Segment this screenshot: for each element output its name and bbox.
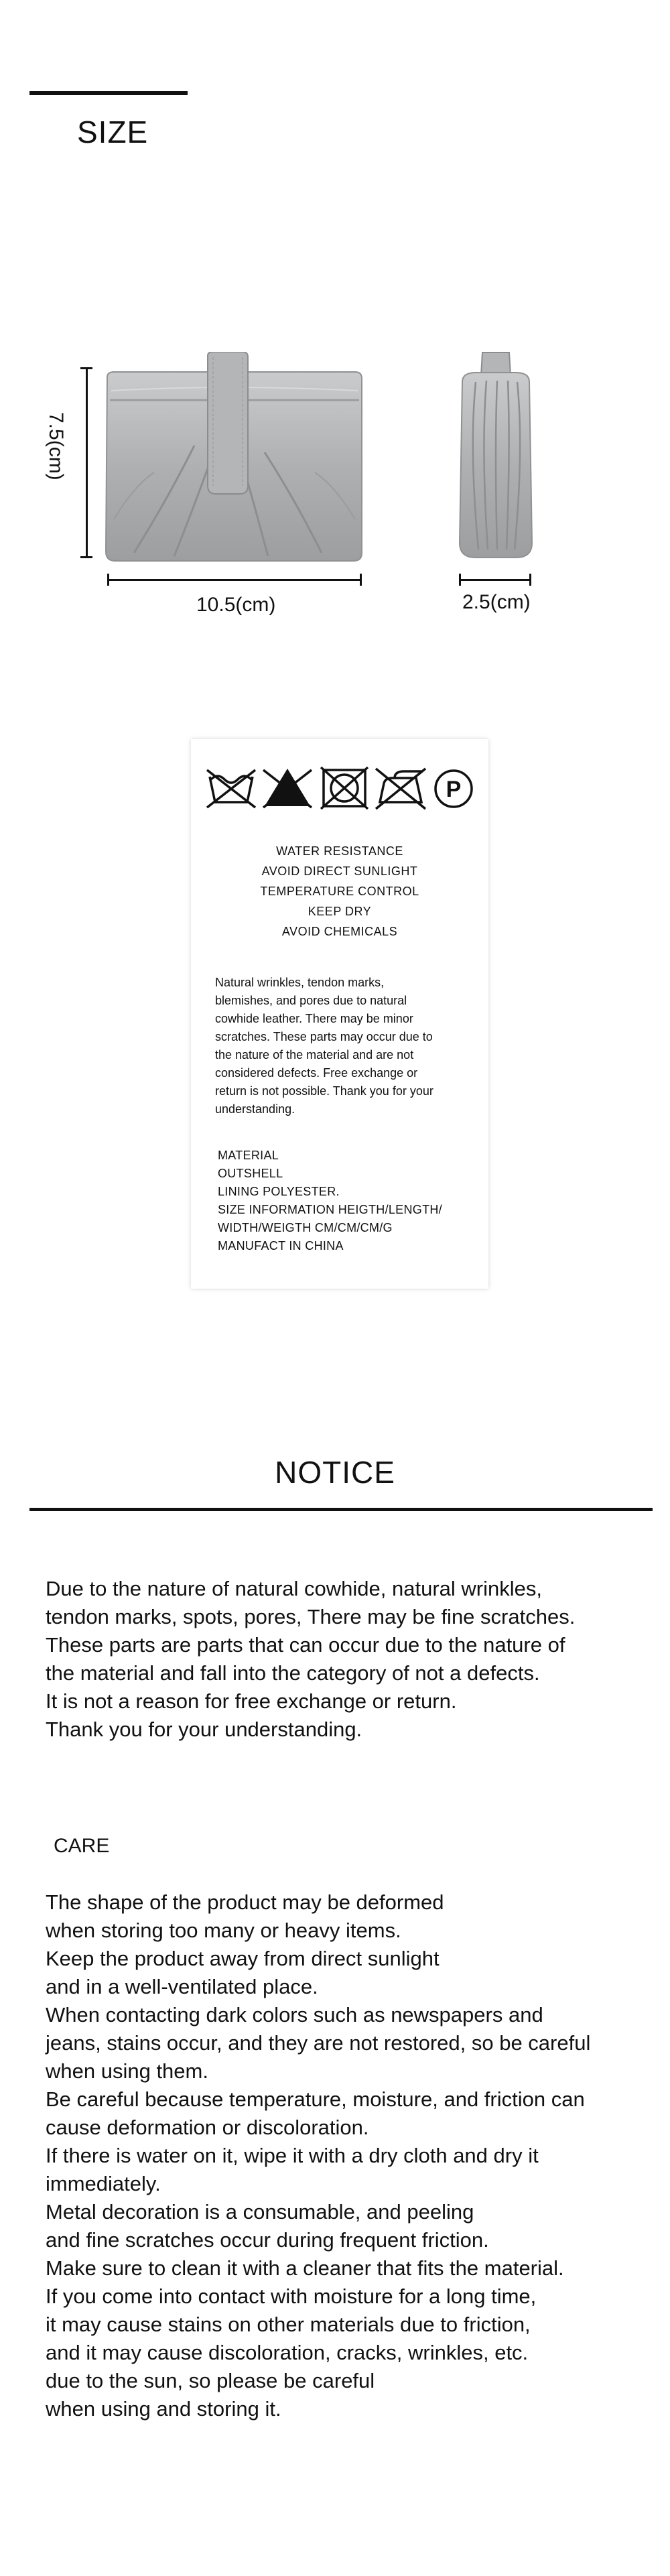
height-label: 7.5(cm) [45,412,67,480]
notice-title-rule [29,1508,653,1511]
material-line: MATERIAL [218,1149,279,1162]
care-line: and fine scratches occur during frequent friction. [46,2228,489,2252]
depth-dim-line [459,579,531,581]
paragraph-line: considered defects. Free exchange or [215,1066,418,1080]
care-line: cause deformation or discoloration. [46,2116,369,2139]
wallet-side-image [449,348,543,563]
instruction-line: AVOID CHEMICALS [281,925,398,938]
material-line: SIZE INFORMATION HEIGTH/LENGTH/ [218,1203,442,1216]
notice-line: tendon marks, spots, pores, There may be fine scratches. [46,1605,576,1628]
notice-line: Thank you for your understanding. [46,1718,362,1741]
material-line: MANUFACT IN CHINA [218,1239,344,1252]
material-line: LINING POLYESTER. [218,1185,340,1198]
material-info [218,1147,479,1255]
care-line: Be careful because temperature, moisture, and friction can [46,2087,585,2111]
care-line: If there is water on it, wipe it with a dry cloth and dry it [46,2144,539,2167]
notice-line: Due to the nature of natural cowhide, natural wrinkles, [46,1577,542,1600]
care-line: when storing too many or heavy items. [46,1919,401,1942]
care-line: When contacting dark colors such as newspapers and [46,2003,543,2026]
height-dim-line [86,367,88,558]
paragraph-line: understanding. [215,1102,295,1116]
material-line: WIDTH/WEIGTH CM/CM/CM/G [218,1221,393,1234]
care-instructions [191,841,488,942]
depth-dim-right-tick [529,574,531,586]
instruction-line: WATER RESISTANCE [276,844,403,858]
care-line: due to the sun, so please be careful [46,2369,375,2392]
care-symbols-row [206,763,477,812]
professional-clean-p-icon [436,771,472,807]
width-dim-right-tick [360,574,362,586]
care-line: when using them. [46,2059,208,2083]
notice-line: the material and fall into the category of not a defects. [46,1661,540,1685]
width-label: 10.5(cm) [196,594,276,616]
notice-line: It is not a reason for free exchange or return. [46,1689,457,1713]
no-bleach-icon [263,769,312,808]
care-line: jeans, stains occur, and they are not restored, so be careful [46,2031,591,2055]
care-line: immediately. [46,2172,161,2195]
care-body [46,1888,655,2423]
paragraph-line: scratches. These parts may occur due to [215,1030,433,1043]
care-line: when using and storing it. [46,2397,281,2421]
paragraph-line: the nature of the material and are not [215,1048,414,1061]
size-title: SIZE [77,115,149,149]
care-label-card [191,739,488,1289]
instruction-line: TEMPERATURE CONTROL [260,885,419,898]
width-dim-line [107,579,362,581]
notice-body [46,1575,649,1744]
care-line: Keep the product away from direct sunlight [46,1947,440,1970]
wallet-front-image [94,352,375,566]
paragraph-line: blemishes, and pores due to natural [215,994,407,1007]
care-card-paragraph [215,974,473,1118]
paragraph-line: return is not possible. Thank you for your [215,1084,433,1098]
depth-label: 2.5(cm) [462,591,531,613]
notice-title: NOTICE [275,1455,395,1490]
no-iron-icon [376,769,425,809]
care-line: Make sure to clean it with a cleaner that fits the material. [46,2256,564,2280]
height-dim-bottom-tick [80,556,92,558]
notice-line: These parts are parts that can occur due to the nature of [46,1633,565,1657]
care-line: it may cause stains on other materials due to friction, [46,2313,531,2336]
paragraph-line: Natural wrinkles, tendon marks, [215,976,385,989]
no-tumble-dry-icon [321,767,368,809]
care-line: and in a well-ventilated place. [46,1975,318,1998]
care-title: CARE [54,1835,110,1857]
care-line: and it may cause discoloration, cracks, wrinkles, etc. [46,2341,529,2364]
instruction-line: KEEP DRY [308,905,372,918]
care-line: If you come into contact with moisture for a long time, [46,2284,537,2308]
instruction-line: AVOID DIRECT SUNLIGHT [261,864,418,878]
paragraph-line: cowhide leather. There may be minor [215,1012,413,1025]
no-wash-icon [207,770,255,808]
care-line: Metal decoration is a consumable, and peeling [46,2200,474,2224]
care-line: The shape of the product may be deformed [46,1890,444,1914]
size-title-rule [29,91,188,95]
p-symbol-text: P [446,777,462,802]
material-line: OUTSHELL [218,1167,283,1180]
